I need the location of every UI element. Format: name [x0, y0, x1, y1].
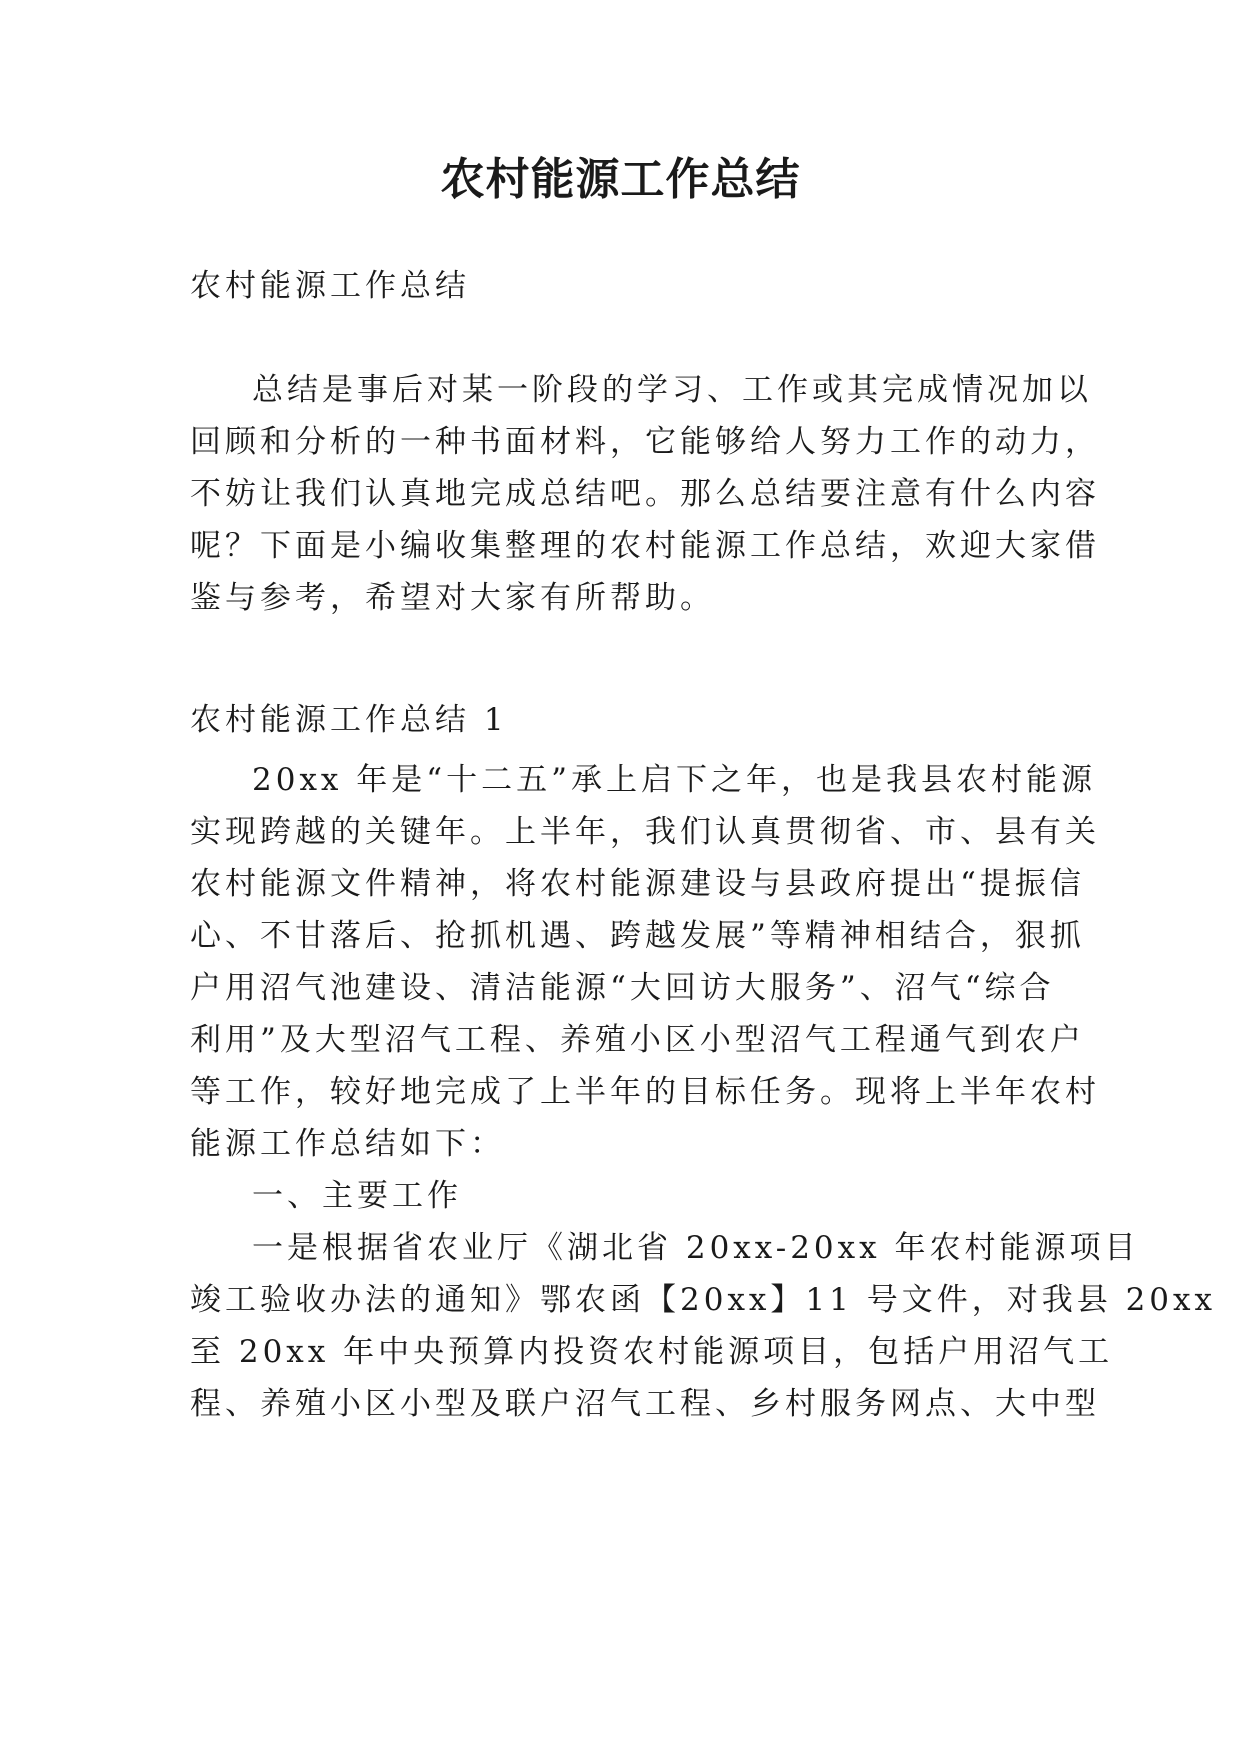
section-line: 20xx 年是“十二五”承上启下之年，也是我县农村能源 [252, 762, 1096, 798]
section-line: 一是根据省农业厅《湖北省 20xx-20xx 年农村能源项目 [252, 1230, 1140, 1266]
section-line: 农村能源文件精神，将农村能源建设与县政府提出“提振信 [190, 866, 1085, 902]
section-line: 竣工验收办法的通知》鄂农函【20xx】11 号文件，对我县 20xx [190, 1282, 1216, 1318]
section-line: 心、不甘落后、抢抓机遇、跨越发展”等精神相结合，狠抓 [190, 918, 1085, 954]
section-line: 一、主要工作 [252, 1178, 462, 1214]
section-line: 利用”及大型沼气工程、养殖小区小型沼气工程通气到农户 [190, 1022, 1085, 1058]
section-heading: 农村能源工作总结 1 [190, 702, 508, 738]
intro-line: 总结是事后对某一阶段的学习、工作或其完成情况加以 [252, 372, 1092, 408]
intro-line: 不妨让我们认真地完成总结吧。那么总结要注意有什么内容 [190, 476, 1100, 512]
intro-line: 回顾和分析的一种书面材料，它能够给人努力工作的动力， [190, 424, 1100, 460]
section-line: 户用沼气池建设、清洁能源“大回访大服务”、沼气“综合 [190, 970, 1055, 1006]
section-line: 等工作，较好地完成了上半年的目标任务。现将上半年农村 [190, 1074, 1100, 1110]
document-subtitle: 农村能源工作总结 [190, 268, 470, 304]
section-line: 至 20xx 年中央预算内投资农村能源项目，包括户用沼气工 [190, 1334, 1114, 1370]
section-line: 能源工作总结如下： [190, 1126, 505, 1162]
section-line: 程、养殖小区小型及联户沼气工程、乡村服务网点、大中型 [190, 1386, 1100, 1422]
document-title: 农村能源工作总结 [440, 154, 801, 205]
section-line: 实现跨越的关键年。上半年，我们认真贯彻省、市、县有关 [190, 814, 1100, 850]
intro-line: 呢？下面是小编收集整理的农村能源工作总结，欢迎大家借 [190, 528, 1100, 564]
intro-line: 鉴与参考，希望对大家有所帮助。 [190, 580, 715, 616]
